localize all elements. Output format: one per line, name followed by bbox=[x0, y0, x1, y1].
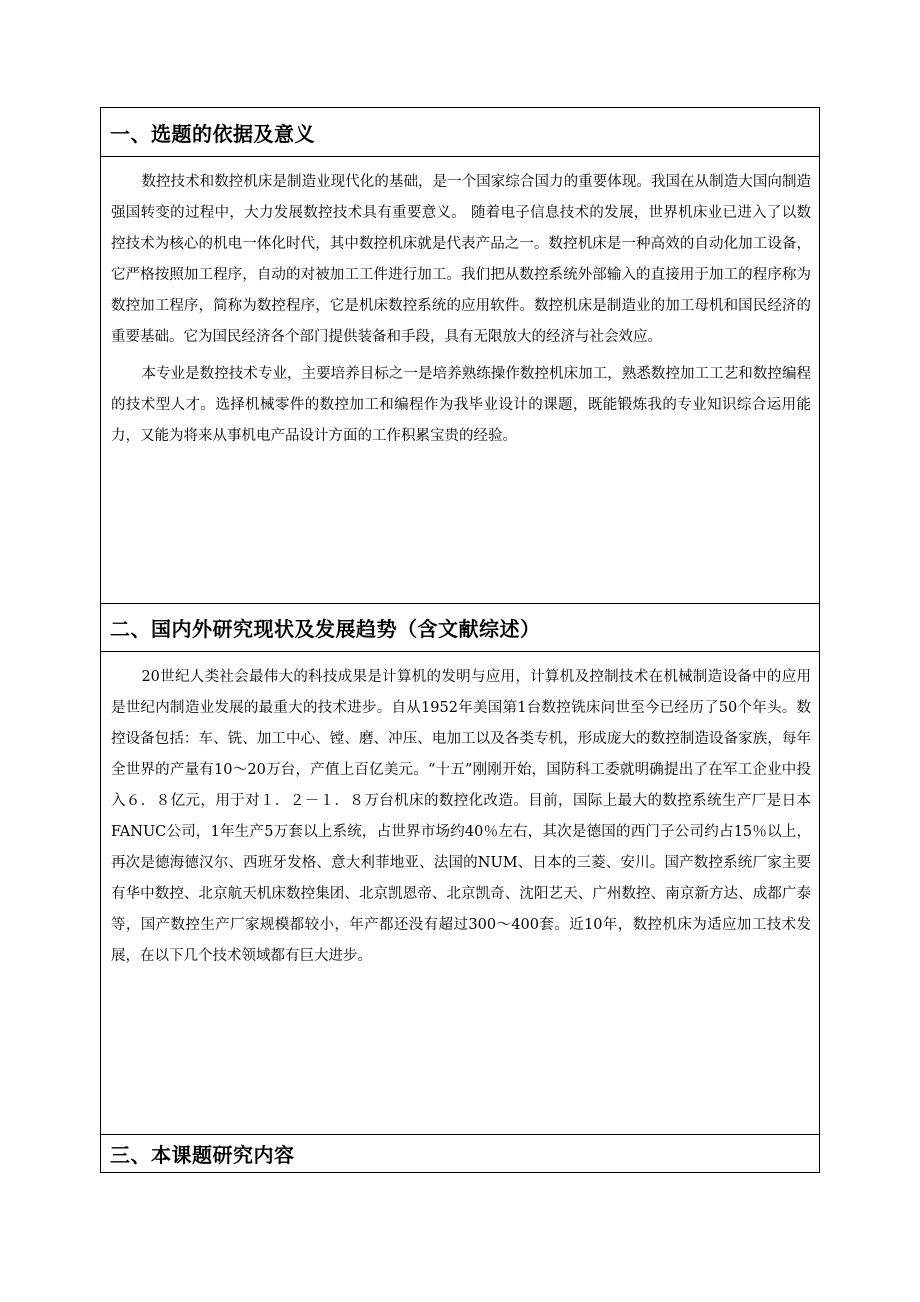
section-1-body bbox=[101, 157, 819, 603]
section-1-header bbox=[101, 108, 819, 157]
section-2-title: 二、国内外研究现状及发展趋势（含文献综述） bbox=[110, 617, 541, 641]
section-1-paragraph-2: 本专业是数控技术专业，主要培养目标之一是培养熟练操作数控机床加工，熟悉数控加工工艺和数控编程的技术型人才。选择机械零件的数控加工和编程作为我毕业设计的课题，既能锻炼我的专业知识综合运用能力，又能为将来从事机电产品设计方面的工作积累宝贵的经验。 bbox=[111, 366, 811, 444]
report-form-table bbox=[100, 107, 820, 1173]
section-2-body bbox=[101, 652, 819, 1134]
section-3-header bbox=[101, 1134, 819, 1172]
section-3-title: 三、本课题研究内容 bbox=[110, 1143, 295, 1167]
section-2-paragraph-1: 20世纪人类社会最伟大的科技成果是计算机的发明与应用，计算机及控制技术在机械制造设备中的应用是世纪内制造业发展的最重大的技术进步。自从1952年美国第1台数控铣床问世至今已经历了50个年头。数控设备包括：车、铣、加工中心、镗、磨、冲压、电加工以及各类专机，形成庞大的数控制造设备家族，每年全世界的产量有10～20万台，产值上百亿美元。“十五”刚刚开始，国防科工委就明确提出了在军工企业中投入６．８亿元，用于对１．２－１．８万台机床的数控化改造。目前，国际上最大的数控系统生产厂是日本FANUC公司，1年生产5万套以上系统，占世界市场约40％左右，其次是德国的西门子公司约占15％以上，再次是德海德汉尔、西班牙发格、意大利菲地亚、法国的NUM、日本的三菱、安川。国产数控系统厂家主要有华中数控、北京航天机床数控集团、北京凯恩帝、北京凯奇、沈阳艺天、广州数控、南京新方达、成都广泰等，国产数控生产厂家规模都较小，年产都还没有超过300～400套。近10年，数控机床为适应加工技术发展，在以下几个技术领域都有巨大进步。 bbox=[111, 669, 811, 964]
section-1-paragraph-1: 数控技术和数控机床是制造业现代化的基础，是一个国家综合国力的重要体现。我国在从制造大国向制造强国转变的过程中，大力发展数控技术具有重要意义。 随着电子信息技术的发展，世界机床业已进入了以数控技术为核心的机电一体化时代，其中数控机床就是代表产品之一。数控机床是一种高效的自动化加工设备，它严格按照加工程序，自动的对被加工工件进行加工。我们把从数控系统外部输入的直接用于加工的程序称为数控加工程序，简称为数控程序，它是机床数控系统的应用软件。数控机床是制造业的加工母机和国民经济的重要基础。它为国民经济各个部门提供装备和手段，具有无限放大的经济与社会效应。 bbox=[111, 174, 811, 345]
section-1-title: 一、选题的依据及意义 bbox=[110, 121, 315, 146]
section-2-header bbox=[101, 603, 819, 652]
